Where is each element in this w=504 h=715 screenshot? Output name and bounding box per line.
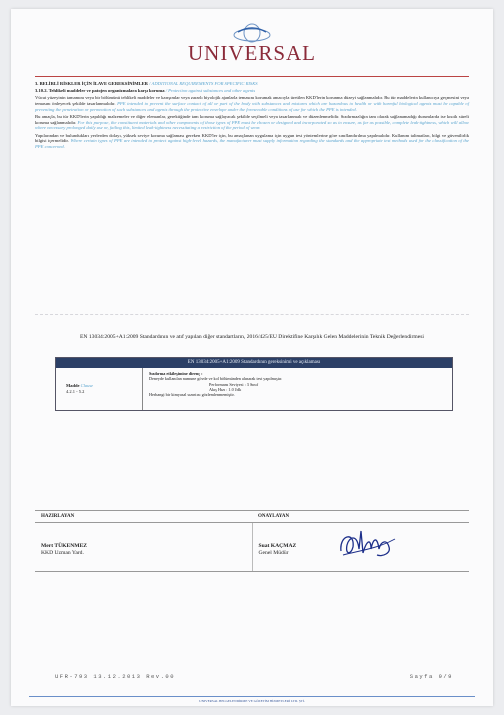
logo: [11, 23, 493, 66]
globe-logo-icon: [230, 23, 274, 43]
footer-divider: [29, 696, 475, 697]
paragraph-2-en: For this purpose, the constituent materials and other components of those types of PPE must be chosen or designed and incorporated so as to ensure, as far as possible, complete leak-tightness, which will allow where necessary prolonged daily use or, failing this, limited leak-tightness necessitating a restriction of the period of wear.: [35, 119, 469, 131]
paragraph-1-en: PPE intended to prevent the surface contact of all or part of the body with substances and mixtures which are hazardous to health or with harmful biological agents must be capable of preventing the penetration or permeation of such substances and agents through the protective envelope under the foreseeable conditions of use for which the PPE is intended.: [35, 101, 470, 112]
page-number: Sayfa 9/9: [409, 673, 453, 680]
document-page: [11, 9, 493, 706]
approved-by-label: ONAYLAYAN: [258, 514, 290, 519]
header-divider: [35, 76, 469, 77]
table-row: [56, 368, 452, 410]
clause-cell: [56, 368, 143, 410]
subsection-heading-en: / Protection against substances and other agents: [165, 88, 256, 94]
requirements-section: [35, 81, 469, 151]
signature-block: [35, 510, 469, 570]
clause-label: Madde: [66, 383, 80, 388]
table-header: EN 13034:2005+A1:2009 Standardının gereksinimi ve açıklaması: [56, 358, 452, 368]
prepared-by-label: HAZIRLAYAN: [41, 514, 75, 519]
brand-name: UNIVERSAL: [188, 41, 316, 65]
subsection-heading: 3.10.2. Tehlikeli maddeler ve patojen organizmalara karşı koruma: [35, 88, 165, 94]
paragraph-3-en: Where certain types of PPE are intended to protect against high-level hazards, the manufacturer must supply information regarding the standards and the appropriate test methods used for the classification of the PPE concerned.: [35, 138, 469, 150]
prepared-by-name: Mert TÜKENMEZ: [41, 543, 88, 549]
paragraph-2: Bu amaçla, bu tür KKD'lerin yapıldığı malzemeler ve diğer elemanlar, gerektiğinde tam koruma sağlayacak şekilde seçilmeli veya tasarlanmalı ve düzenlenmelidir. Sızdırmazlığın tam olarak sağlanamadığı durumlarda ise kısıtlı süreli koruma sağlanmalıdır.: [35, 114, 469, 125]
prepared-by-cell: [35, 523, 253, 571]
document-code: UFR-793 13.12.2013 Rev.00: [55, 673, 176, 680]
result-line-5: Herhangi bir kimyasal sızıntısı gözlemlenmemiştir.: [149, 392, 235, 398]
section-separator: [35, 314, 469, 315]
approved-by-title: Genel Müdür: [258, 550, 289, 556]
result-line-2: Deneyde kullanılan numune gövde ve kol bölümünden alınarak test yapılmıştır.: [149, 376, 283, 382]
approved-by-cell: [253, 523, 470, 571]
result-line-3: Performans Seviyesi : 3 Sınıf: [209, 381, 259, 387]
handwritten-signature: [337, 525, 397, 563]
result-line-1: Sızdırma etkileşimine direnç :: [149, 371, 203, 376]
clause-value: 4.2.1 - 5.2: [66, 389, 85, 394]
result-cell: [143, 368, 452, 410]
paragraph-3: Yapılarından ve bulundukları yerlerden dolayı, yüksek seviye koruma sağlaması gereken KKD'ler için, bu amaçlanan uygulama için uygun test yöntemlerine göre sınıflandırılma yapılmalıdır. Kullanım talimatları, bilgi ve güvenilirlik bilgisi içermelidir.: [35, 132, 469, 144]
standard-table: [55, 357, 453, 411]
prepared-by-title: KKD Uzman Yard.: [41, 550, 84, 556]
clause-label-en: Clause: [80, 383, 94, 388]
section-heading-en: / ADDITIONAL REQUIREMENTS FOR SPECIFIC RISKS: [149, 81, 258, 86]
result-line-4: Akış Hızı : 1.0 l/dk: [209, 386, 242, 392]
standard-title: EN 13034:2005+A1:2009 Standardının ve atıf yapılan diğer standartların, 2016/425/EU Direktifine Karşılık Gelen Maddelerinin Teknik Değerlendirmesi: [80, 334, 424, 340]
paragraph-1: Vücut yüzeyinin tamamını veya bir bölümünü tehlikeli maddeler ve karışımlar veya zararlı biyolojik ajanlarla temasını korumak amacıyla üretilen KKD'lerin korunma düzeyi sağlanmalıdır. Bu tür maddelerin kullanıcıya geçmesini veya temasını önleyecek şekilde tasarlanmalıdır.: [35, 95, 469, 107]
approved-by-name: Suat KAÇMAZ: [258, 543, 297, 549]
footer-address: UNIVERSAL BELGELENDİRME VE GÖZETİM HİZMETLERİ LTD. ŞTİ.: [199, 699, 305, 703]
section-heading: 3. BELİRLİ RİSKLER İÇİN İLAVE GEREKSİNİMLER: [35, 81, 149, 86]
